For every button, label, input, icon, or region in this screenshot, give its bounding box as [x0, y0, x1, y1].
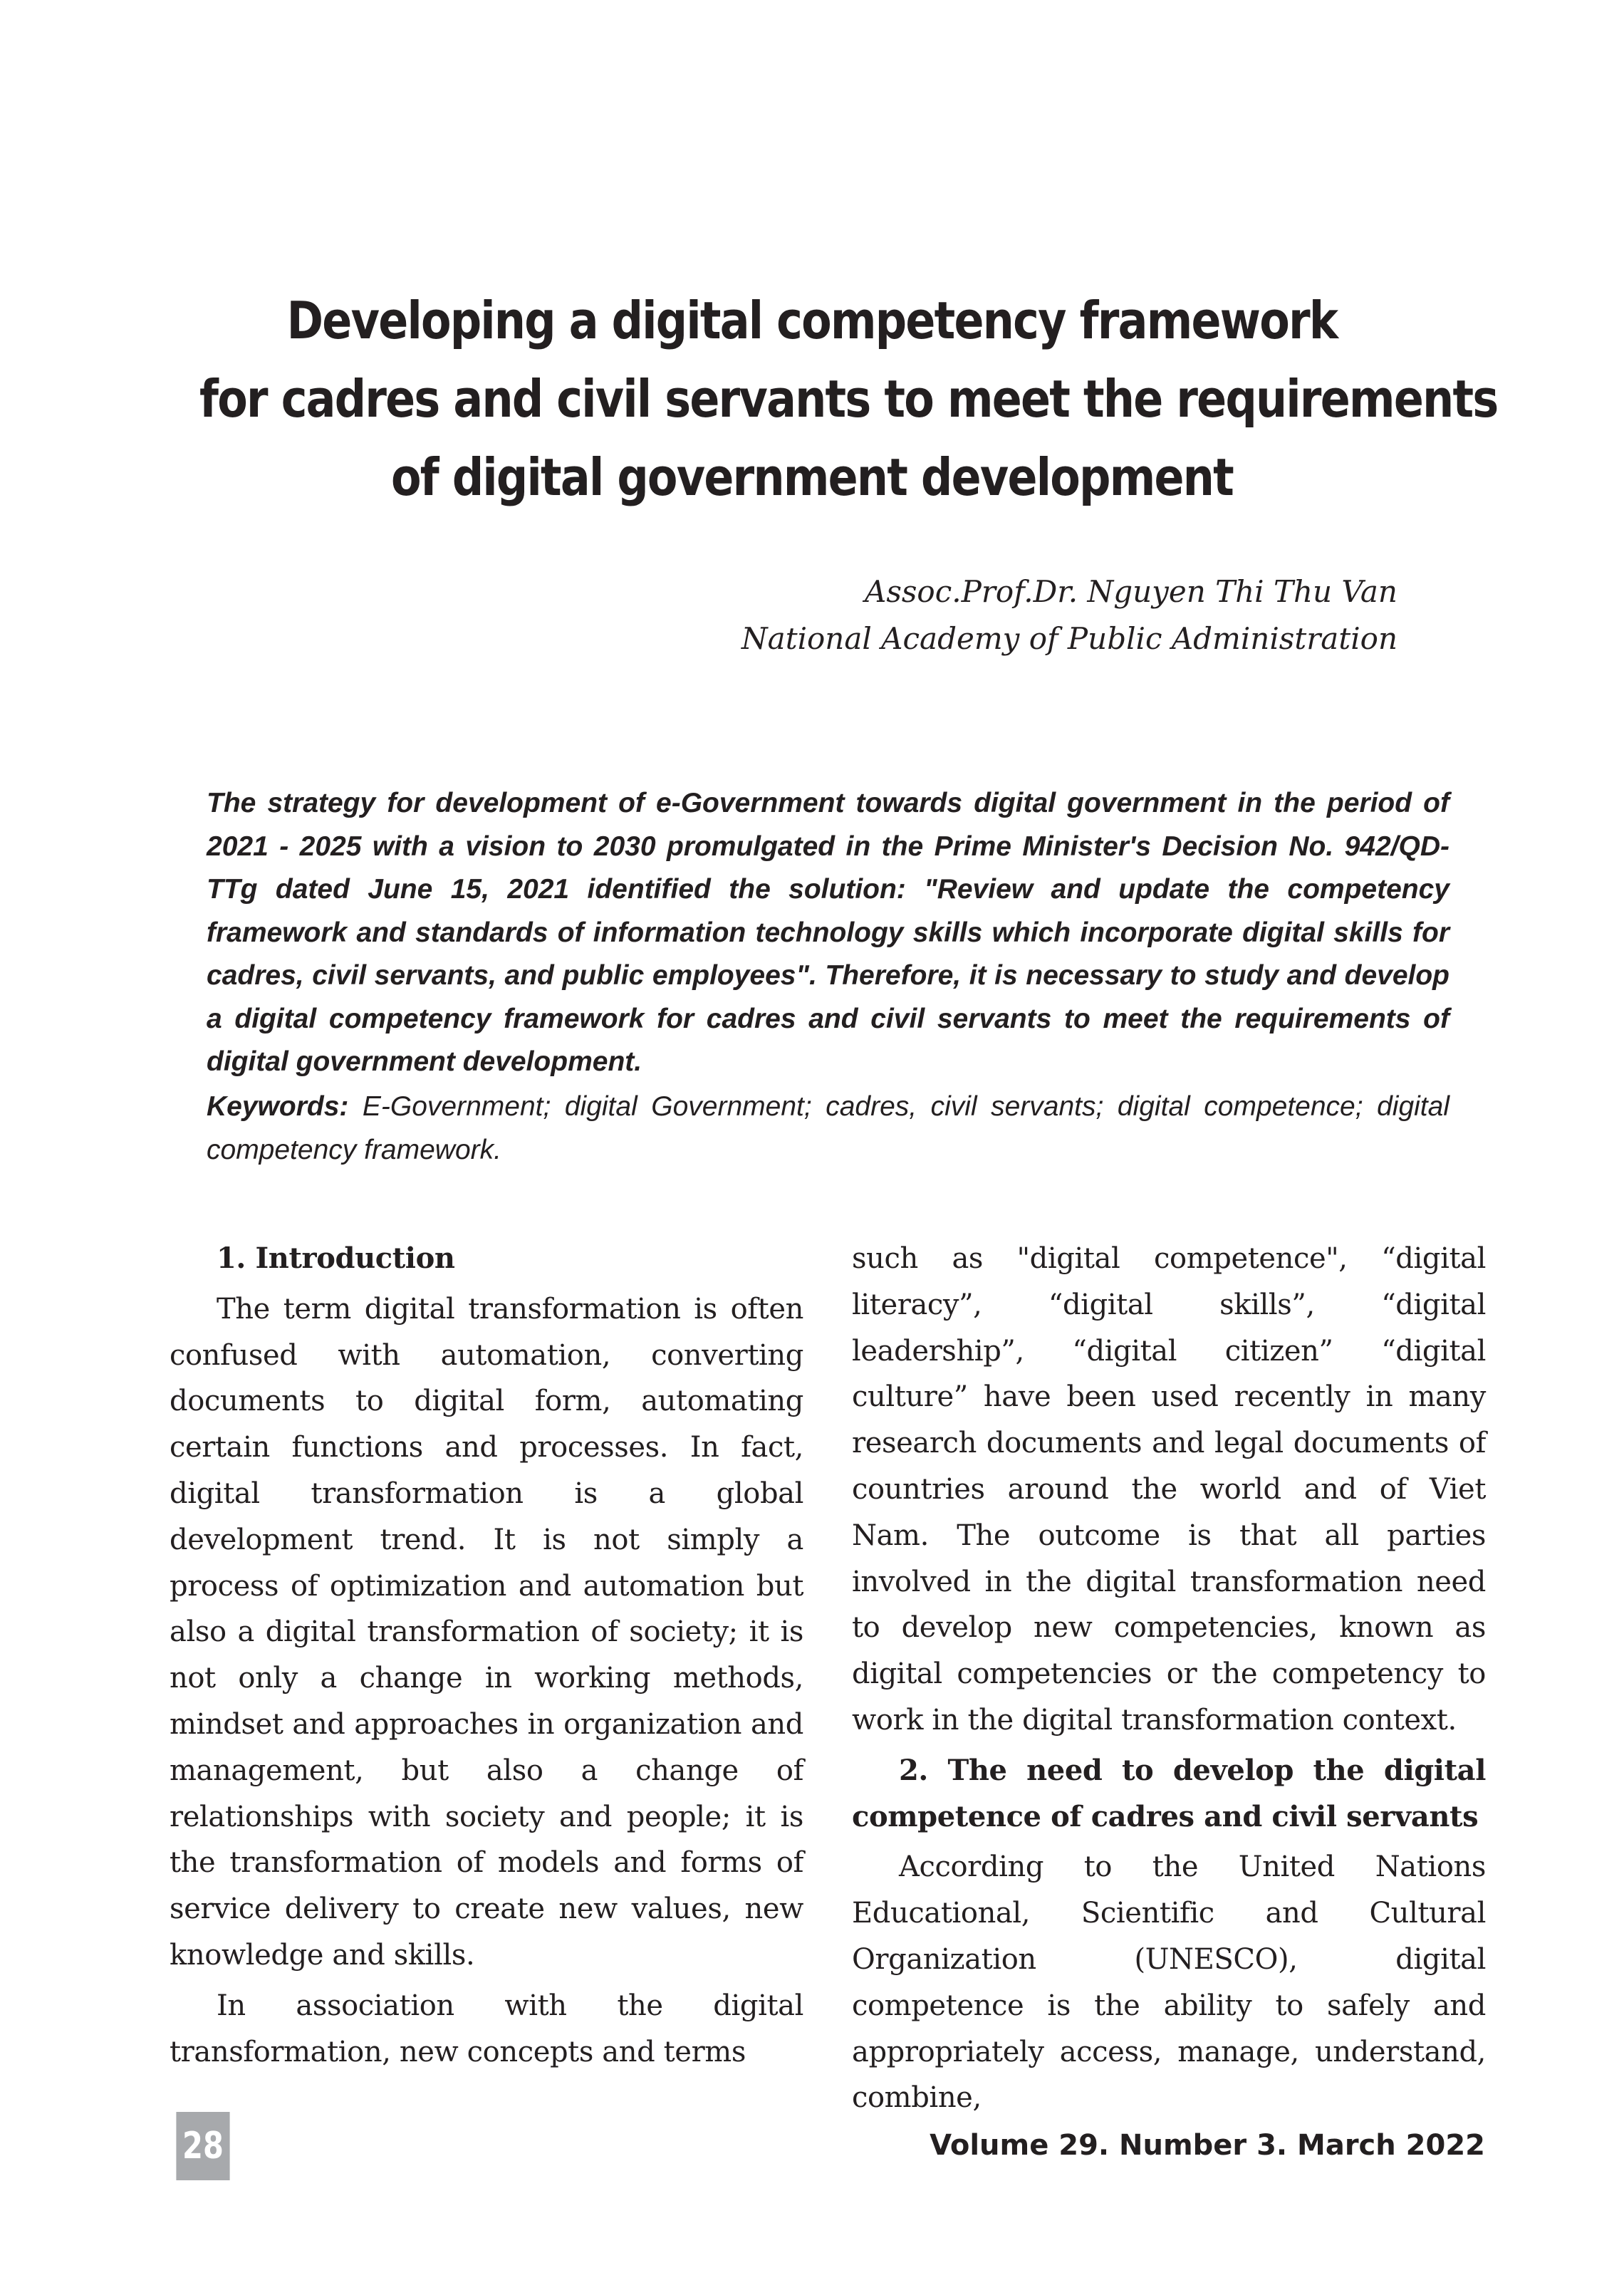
- keywords: [207, 1085, 1449, 1172]
- author-block: [741, 568, 1397, 662]
- section-heading-need: 2. The need to develop the digital competence of cadres and civil servants: [852, 1753, 1486, 1833]
- section-heading-introduction: 1. Introduction: [217, 1241, 455, 1275]
- author-name: Assoc.Prof.Dr. Nguyen Thi Thu Van: [864, 574, 1397, 609]
- keywords-text: E-Government; digital Government; cadres, civil servants; digital competence; digital competency framework.: [207, 1091, 1449, 1165]
- page-number: 28: [176, 2112, 229, 2180]
- keywords-label: Keywords:: [207, 1091, 349, 1122]
- paragraph: The term digital transformation is often confused with automation, converting documents to digital form, automating certain functions and processes. In fact, digital transformation is a global development trend. It is not simply a process of optimization and automation but also a digital transformation of society; it is not only a change in working methods, mindset and approaches in organization and management, but also a change of relationships with society and people; it is the transformation of models and forms of service delivery to create new values, new knowledge and skills.: [170, 1292, 803, 1972]
- author-affiliation: National Academy of Public Administration: [741, 621, 1397, 656]
- body-column-right: [852, 1236, 1486, 2125]
- abstract: The strategy for development of e-Government towards digital government in the period of 2021 - 2025 with a vision to 2030 promulgated in the Prime Minister's Decision No. 942/QD-TTg dated June 15, 2021 identified the solution: "Review and update the competency framework and standards of information technology skills which incorporate digital skills for cadres, civil servants, and public employees". Therefore, it is necessary to study and develop a digital competency framework for cadres and civil servants to meet the requirements of digital government development.: [207, 788, 1449, 1077]
- article-title: [199, 281, 1498, 516]
- paragraph: In association with the digital transformation, new concepts and terms: [170, 1989, 803, 2068]
- journal-volume: Volume 29. Number 3. March 2022: [930, 2129, 1485, 2162]
- title-line: for cadres and civil servants to meet the requirements: [199, 369, 1498, 429]
- paragraph-continued: such as "digital competence", “digital literacy”, “digital skills”, “digital leadership”, “digital citizen” “digital culture” have been used recently in many research documents and legal documents of countries around the world and of Viet Nam. The outcome is that all parties involved in the digital transformation need to develop new competencies, known as digital competencies or the competency to work in the digital transformation context.: [852, 1242, 1486, 1737]
- body-column-left: [170, 1236, 803, 2079]
- title-line: of digital government development: [390, 447, 1234, 507]
- title-line: Developing a digital competency framework: [286, 291, 1338, 350]
- paragraph: According to the United Nations Educational, Scientific and Cultural Organization (UNESCO), digital competence is the ability to safely and appropriately access, manage, understand, combine,: [852, 1850, 1486, 2115]
